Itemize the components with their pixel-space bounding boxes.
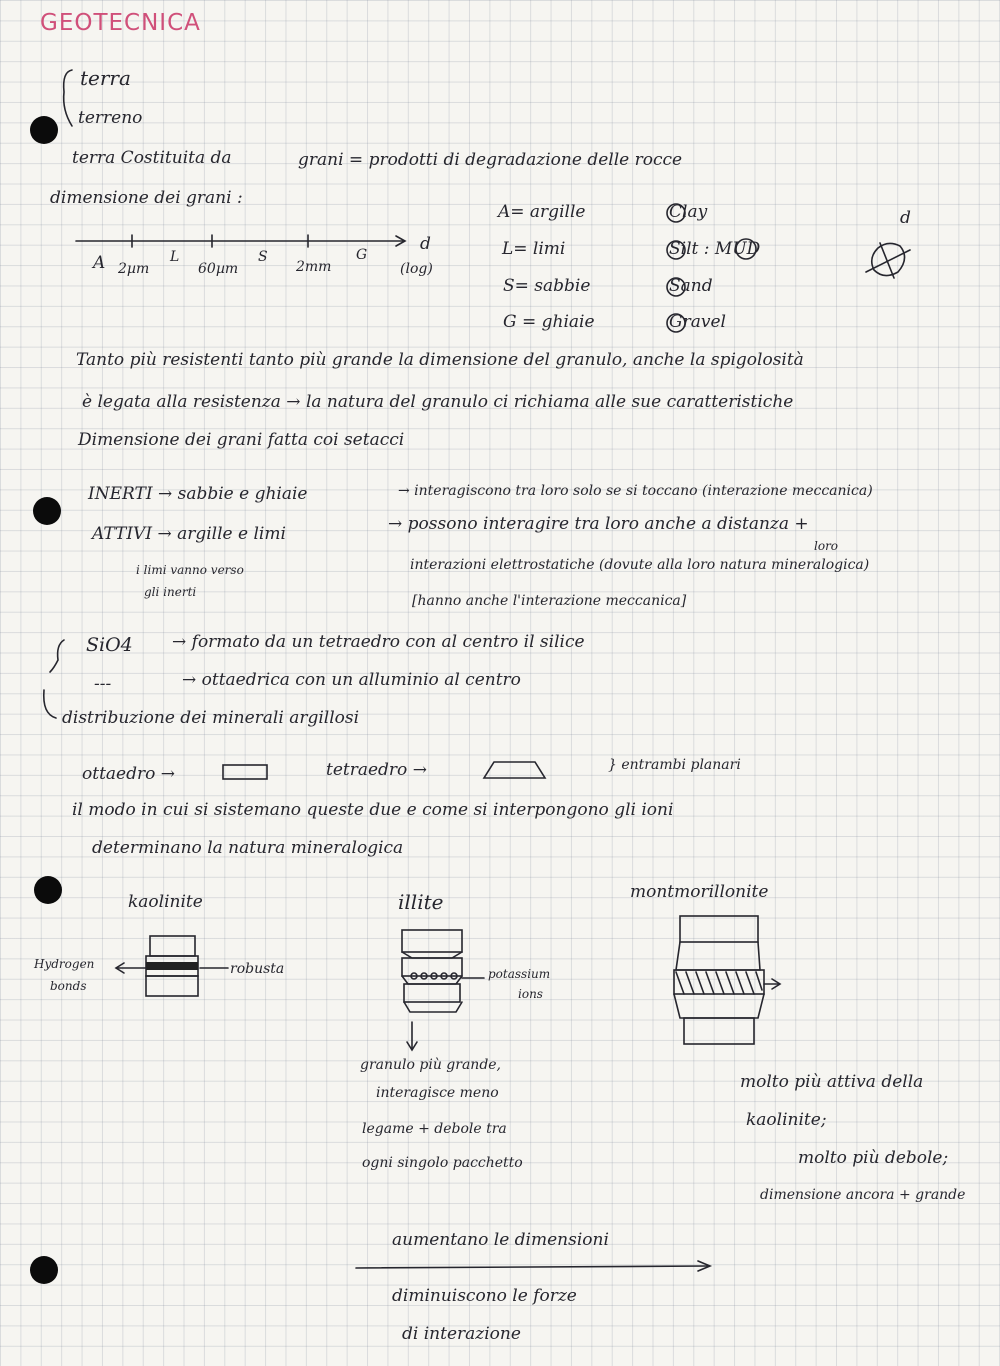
brace — [50, 640, 64, 672]
octa-shape-label: ottaedro → — [82, 764, 175, 784]
side-note-2: gli inerti — [144, 585, 197, 599]
axis-letter-A: A — [93, 253, 106, 273]
mont-note-3: molto più debole; — [798, 1148, 949, 1168]
illite-note-4: ogni singolo pacchetto — [362, 1155, 523, 1171]
shapes-line-1: il modo in cui si sistemano queste due e come si interpongono gli ioni — [72, 800, 674, 820]
legend-sand-en: Sand — [669, 276, 713, 296]
octahedron-shape — [223, 765, 267, 779]
para1-line-3: Dimensione dei grani fatta coi setacci — [78, 430, 405, 450]
axis-d-label: d — [420, 234, 431, 254]
inerti-desc: → interagiscono tra loro solo se si toccano (interazione meccanica) — [398, 483, 873, 499]
axis-letter-G: G — [356, 247, 368, 263]
attivi-desc-1: → possono interagire tra loro anche a distanza + — [388, 514, 809, 534]
attivi-desc-3: [hanno anche l'interazione meccanica] — [412, 593, 687, 609]
para1-line-1: Tanto più resistenti tanto più grande la dimensione del granulo, anche la spigolosità — [76, 350, 804, 370]
kaolinite-label-left-2: bonds — [50, 979, 87, 993]
grain-sketch — [866, 243, 910, 278]
tetra-shape-label: tetraedro → — [326, 760, 427, 780]
bottom-text-top: aumentano le dimensioni — [392, 1230, 609, 1250]
para1-line-2: è legata alla resistenza → la natura del granulo ci richiama alle sue caratteristiche — [82, 392, 794, 412]
legend-clay-code: A= argille — [498, 202, 586, 222]
sio4-desc: → formato da un tetraedro con al centro il silice — [172, 632, 585, 652]
legend-gravel-en: Gravel — [669, 312, 726, 332]
montmorillonite-title: montmorillonite — [630, 882, 769, 902]
axis-tick-2mm: 2mm — [296, 259, 332, 275]
attivi-superscript: loro — [814, 539, 839, 553]
legend-silt-code: L= limi — [502, 239, 566, 259]
illite-note-1: granulo più grande, — [360, 1057, 502, 1073]
distribution-line: distribuzione dei minerali argillosi — [62, 708, 360, 728]
axis-tick-2um: 2µm — [118, 261, 150, 277]
illite-note-3: legame + debole tra — [362, 1121, 507, 1137]
kaolinite-label-left-1: Hydrogen — [34, 957, 95, 971]
illite-title: illite — [398, 890, 444, 914]
kaolinite-label-right: robusta — [230, 961, 285, 977]
illite-label-1: potassium — [488, 967, 551, 981]
kaolinite-title: kaolinite — [128, 892, 203, 912]
mont-note-2: kaolinite; — [746, 1110, 827, 1130]
intro-line-1b: grani = prodotti di degradazione delle rocce — [298, 150, 683, 170]
illite-label-2: ions — [518, 987, 543, 1001]
shapes-line-2: determinano la natura mineralogica — [92, 838, 404, 858]
octa-dashes: --- — [94, 674, 112, 694]
attivi-line: ATTIVI → argille e limi — [92, 524, 286, 544]
axis-letter-S: S — [258, 249, 268, 265]
illite-note-2: interagisce meno — [376, 1085, 499, 1101]
axis-log-label: (log) — [400, 261, 433, 277]
grain-size-axis — [76, 235, 405, 247]
kaolinite-diagram — [116, 936, 228, 996]
inerti-line: INERTI → sabbie e ghiaie — [88, 484, 308, 504]
legend-clay-en: Clay — [669, 202, 708, 222]
montmorillonite-diagram — [674, 916, 780, 1044]
attivi-desc-2: interazioni elettrostatiche (dovute alla loro natura mineralogica) — [410, 557, 870, 573]
mont-note-4: dimensione ancora + grande — [760, 1187, 966, 1203]
intro-line-1a: terra Costituita da — [72, 148, 232, 168]
shapes-note: } entrambi planari — [608, 757, 741, 773]
term-terra: terra — [80, 66, 131, 90]
legend-sand-code: S= sabbie — [503, 276, 591, 296]
tetrahedron-shape — [484, 762, 545, 778]
sio4-label: SiO4 — [86, 634, 133, 656]
brace — [64, 70, 72, 126]
legend-gravel-code: G = ghiaie — [503, 312, 595, 332]
term-terreno: terreno — [78, 108, 143, 128]
mont-note-1: molto più attiva della — [740, 1072, 924, 1092]
legend-silt-en: Silt : MUD — [669, 239, 761, 259]
axis-tick-60um: 60µm — [198, 261, 239, 277]
page-title: GEOTECNICA — [40, 10, 201, 36]
intro-line-2: dimensione dei grani : — [50, 188, 243, 208]
side-note-1: i limi vanno verso — [136, 563, 244, 577]
illite-diagram — [402, 930, 484, 1050]
bottom-text-2: di interazione — [402, 1324, 521, 1344]
grain-sketch-d: d — [900, 208, 911, 228]
octa-desc: → ottaedrica con un alluminio al centro — [182, 670, 521, 690]
axis-letter-L: L — [170, 249, 180, 265]
bottom-text-1: diminuiscono le forze — [392, 1286, 577, 1306]
bottom-arrow — [356, 1266, 708, 1268]
